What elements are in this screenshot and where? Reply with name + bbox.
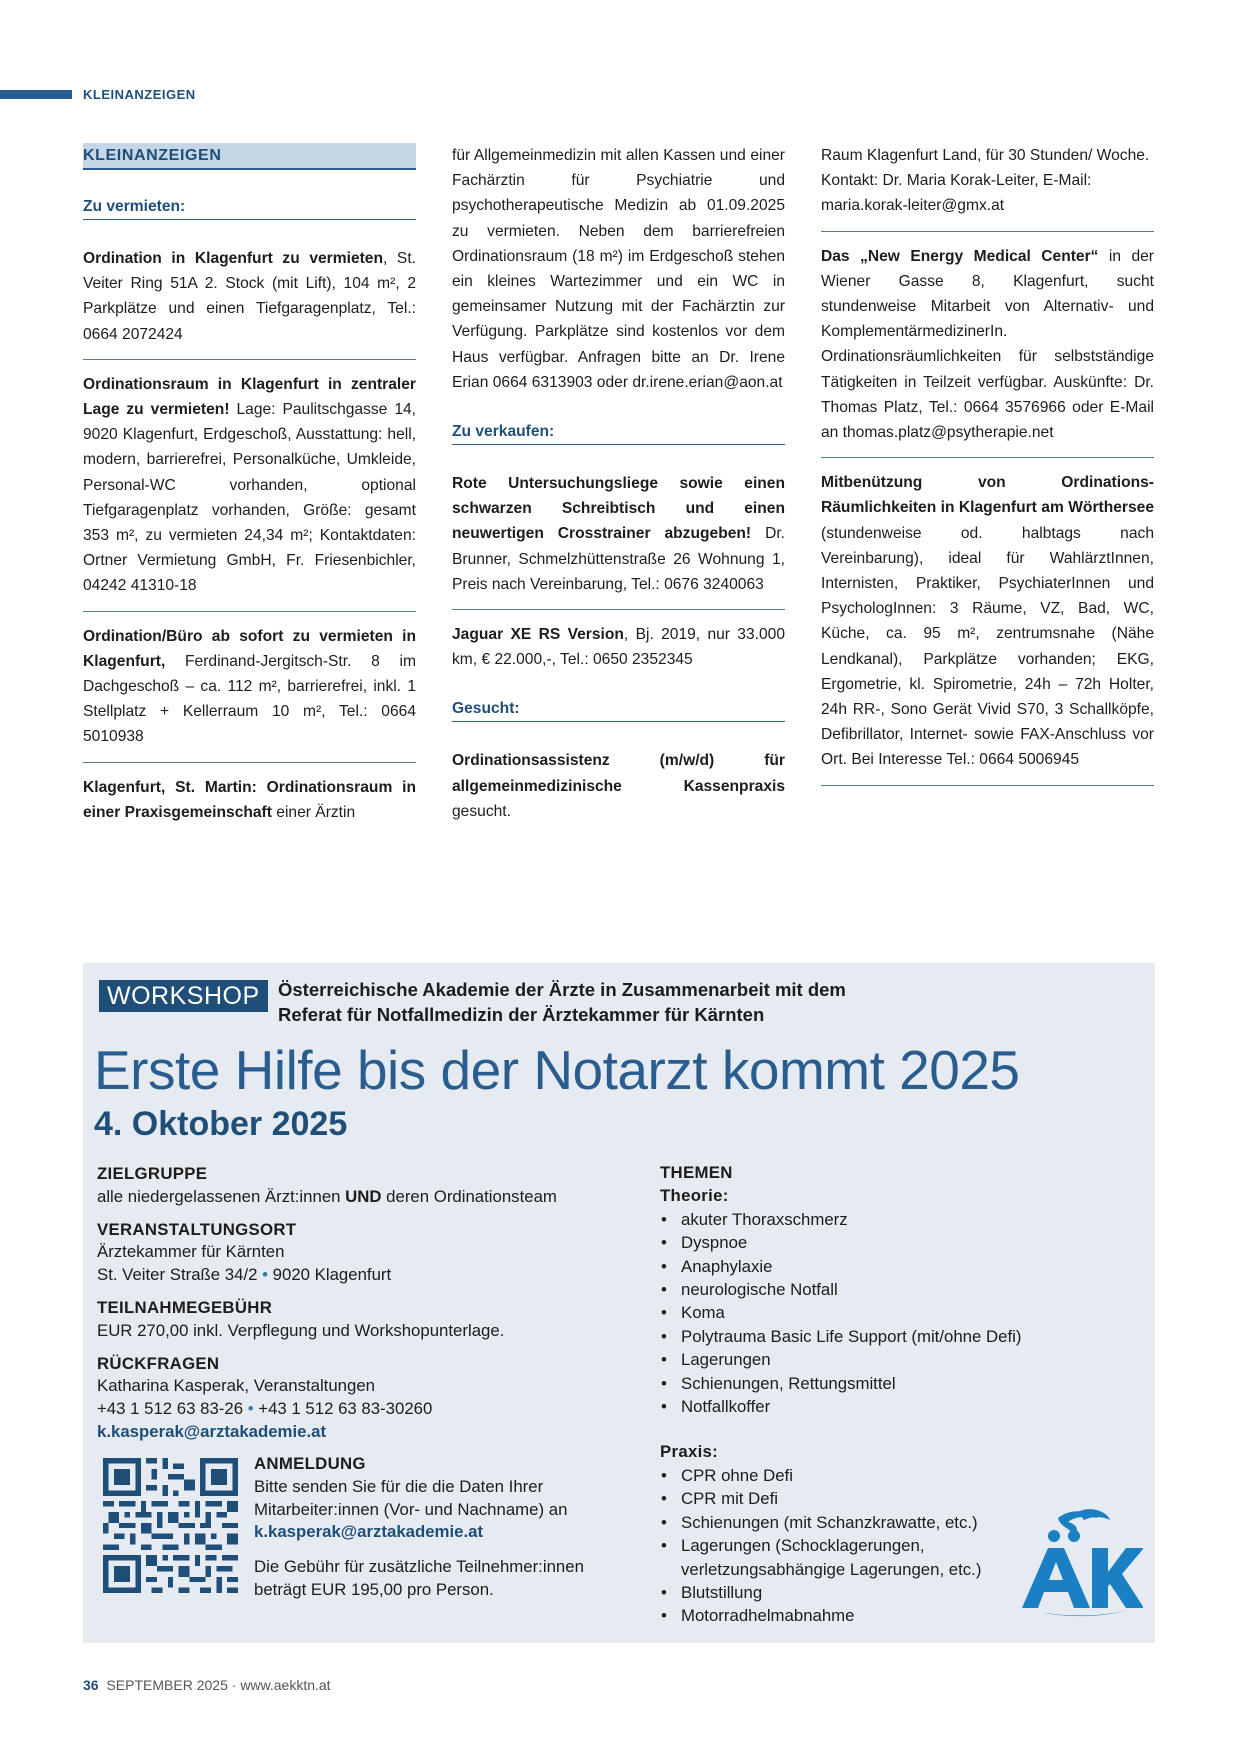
- list-item: • akuter Thoraxschmerz: [660, 1208, 1060, 1231]
- target-group-label: ZIELGRUPPE: [97, 1164, 208, 1183]
- aerztekammer-logo-icon: [1018, 1508, 1143, 1618]
- divider: [83, 359, 416, 360]
- contact-name: Katharina Kasperak, Veranstaltungen: [97, 1376, 376, 1396]
- workshop-organizer: Österreichische Akademie der Ärzte in Zusammenarbeit mit dem Referat für Notfallmedizin der Ärztekammer für Kärnten: [278, 979, 846, 1025]
- registration-text: Bitte senden Sie für die die Daten Ihrer Mitarbeiter:innen (Vor- und Nachname) an: [254, 1476, 568, 1519]
- practice-list: [660, 1464, 1060, 1628]
- to-sell-heading: Zu verkaufen:: [452, 421, 785, 445]
- fee-text: EUR 270,00 inkl. Verpflegung und Workshopunterlage.: [97, 1320, 505, 1340]
- theory-label: Theorie:: [660, 1186, 729, 1206]
- divider: [821, 457, 1154, 458]
- contact-email-link[interactable]: k.kasperak@arztakademie.at: [97, 1421, 327, 1441]
- ad-entry: Ordinationsassistenz (m/w/d) für allgemeinmedizinische Kassenpraxis gesucht.: [452, 752, 785, 820]
- ad-entry: Ordination in Klagenfurt zu vermieten, St. Veiter Ring 51A 2. Stock (mit Lift), 104 m², 2 Parkplätze und einen Tiefgaragenplatz, Tel.: 0664 2072424: [83, 250, 417, 343]
- venue-address: St. Veiter Straße 34/2 • 9020 Klagenfurt: [97, 1265, 392, 1285]
- target-group-text: alle niedergelassenen Ärzt:innen UND deren Ordinationsteam: [97, 1186, 557, 1206]
- wanted-heading: Gesucht:: [452, 698, 785, 722]
- list-item: • Koma: [660, 1301, 1060, 1324]
- list-item: • Anaphylaxie: [660, 1255, 1060, 1278]
- divider: [83, 611, 416, 612]
- practice-label: Praxis:: [660, 1442, 719, 1462]
- fee-label: TEILNAHMEGEBÜHR: [97, 1297, 273, 1317]
- theory-list: [660, 1208, 1060, 1419]
- workshop-info: [97, 1163, 617, 1444]
- list-item: • Lagerungen: [660, 1348, 1060, 1371]
- list-item: • Motorradhelmabnahme: [660, 1604, 1060, 1627]
- page-number: 36: [83, 1677, 99, 1693]
- list-item: • CPR mit Defi: [660, 1487, 1060, 1510]
- ad-entry-continued: Raum Klagenfurt Land, für 30 Stunden/ Woche. Kontakt: Dr. Maria Korak-Leiter, E-Mail: maria.korak-leiter@gmx.at: [821, 147, 1150, 215]
- ad-entry: Jaguar XE RS Version, Bj. 2019, nur 33.000 km, € 22.000,-, Tel.: 0650 2352345: [452, 626, 786, 669]
- venue-name: Ärztekammer für Kärnten: [97, 1242, 285, 1262]
- additional-fee-text: Die Gebühr für zusätzliche Teilnehmer:innen beträgt EUR 195,00 pro Person.: [254, 1557, 584, 1599]
- list-item: • Lagerungen (Schocklagerungen, verletzungsabhängige Lagerungen, etc.): [660, 1534, 1060, 1581]
- to-rent-heading: Zu vermieten:: [83, 196, 416, 220]
- ad-entry: Ordination/Büro ab sofort zu vermieten in Klagenfurt, Ferdinand-Jergitsch-Str. 8 im Dachgeschoß – ca. 112 m², barrierefrei, inkl. 1 Stellplatz + Kellerraum 10 m², Tel.: 0664 5010938: [83, 627, 416, 746]
- section-label: KLEINANZEIGEN: [83, 87, 196, 102]
- ad-entry: Mitbenützung von Ordinations-Räumlichkeiten in Klagenfurt am Wörthersee (stundenweise od. halbtags nach Vereinbarung), ideal für WahlärztInnen, Internisten, Praktiker, PsychiaterInnen und PsychologInnen: 3 Räume, VZ, Bad, WC, Küche, ca. 95 m², zentrumsnahe (Nähe Lendkanal), Parkplätze vorhanden; EKG, Ergometrie, kl. Spirometrie, 24h – 72h Holter, 24h RR-, Sono Gerät Vivid S70, 3 Schallköpfe, Defibrillator, Internet- sowie FAX-Anschluss vor Ort. Bei Interesse Tel.: 0664 5006945: [821, 474, 1154, 769]
- workshop-date: 4. Oktober 2025: [94, 1105, 348, 1143]
- list-item: • Dyspnoe: [660, 1231, 1060, 1254]
- workshop-box: [83, 963, 1155, 1643]
- column-1: [83, 143, 416, 825]
- list-item: • Polytrauma Basic Life Support (mit/ohne Defi): [660, 1325, 1060, 1348]
- registration-label: ANMELDUNG: [254, 1454, 366, 1473]
- workshop-badge: WORKSHOP: [99, 980, 268, 1012]
- topics-section: [660, 1161, 1060, 1628]
- section-marker-bar: [0, 90, 72, 99]
- ad-entry: Klagenfurt, St. Martin: Ordinationsraum in einer Praxisgemeinschaft einer Ärztin: [83, 778, 416, 821]
- contact-phones: +43 1 512 63 83-26 • +43 1 512 63 83-30260: [97, 1399, 433, 1419]
- classifieds-heading: KLEINANZEIGEN: [83, 143, 416, 170]
- ad-entry: Rote Untersuchungsliege sowie einen schwarzen Schreibtisch und einen neuwertigen Crosstrainer abzugeben! Dr. Brunner, Schmelzhüttenstraße 26 Wohnung 1, Preis nach Vereinbarung, Tel.: 0676 3240063: [452, 475, 786, 593]
- divider: [821, 231, 1154, 232]
- list-item: • Notfallkoffer: [660, 1395, 1060, 1418]
- page-footer: 36 SEPTEMBER 2025 · www.aekktn.at: [83, 1677, 331, 1693]
- registration-email-link[interactable]: k.kasperak@arztakademie.at: [254, 1522, 484, 1542]
- list-item: • Schienungen, Rettungsmittel: [660, 1372, 1060, 1395]
- list-item: • Schienungen (mit Schanzkrawatte, etc.): [660, 1511, 1060, 1534]
- ad-entry-continued: für Allgemeinmedizin mit allen Kassen und einer Fachärztin für Psychiatrie und psychotherapeutische Medizin ab 01.09.2025 zu vermieten. Neben dem barrierefreien Ordinationsraum (18 m²) im Erdgeschoß stehen ein kleines Wartezimmer und ein WC in gemeinsamer Nutzung mit der Fachärztin zur Verfügung. Parkplätze sind kostenlos vor dem Haus verfügbar. Anfragen bitte an Dr. Irene Erian 0664 6313903 oder dr.irene.erian@aon.at: [452, 147, 785, 391]
- divider: [83, 762, 416, 763]
- workshop-title: Erste Hilfe bis der Notarzt kommt 2025: [94, 1039, 1020, 1101]
- topics-label: THEMEN: [660, 1163, 733, 1182]
- ad-entry: Ordinationsraum in Klagenfurt in zentraler Lage zu vermieten! Lage: Paulitschgasse 14, 9020 Klagenfurt, Erdgeschoß, Ausstattung: hell, modern, barrierefrei, Personalküche, Umkleide, Personal-WC vorhanden, optional Tiefgaragenplatz vorhanden, Größe: gesamt 353 m², zu vermieten 24,34 m²; Kontaktdaten: Ortner Vermietung GmbH, Fr. Friesenbichler, 04242 41310-18: [83, 375, 416, 595]
- divider: [821, 785, 1154, 786]
- ad-entry: Das „New Energy Medical Center“ in der Wiener Gasse 8, Klagenfurt, sucht stundenweise Mitarbeit von Alternativ- und KomplementärmedizinerIn. Ordinationsräumlichkeiten für selbstständige Tätigkeiten in Teilzeit verfügbar. Auskünfte: Dr. Thomas Platz, Tel.: 0664 3576966 oder E-Mail an thomas.platz@psytherapie.net: [821, 247, 1154, 442]
- registration-section: [254, 1453, 614, 1602]
- column-3: [821, 143, 1154, 798]
- column-2: [452, 143, 785, 824]
- contact-label: RÜCKFRAGEN: [97, 1353, 220, 1373]
- venue-label: VERANSTALTUNGSORT: [97, 1219, 297, 1239]
- qr-code-icon[interactable]: [103, 1458, 238, 1593]
- list-item: • neurologische Notfall: [660, 1278, 1060, 1301]
- list-item: • Blutstillung: [660, 1581, 1060, 1604]
- list-item: • CPR ohne Defi: [660, 1464, 1060, 1487]
- divider: [452, 609, 785, 610]
- issue-date: SEPTEMBER 2025: [106, 1677, 228, 1693]
- website-link[interactable]: www.aekktn.at: [240, 1677, 331, 1693]
